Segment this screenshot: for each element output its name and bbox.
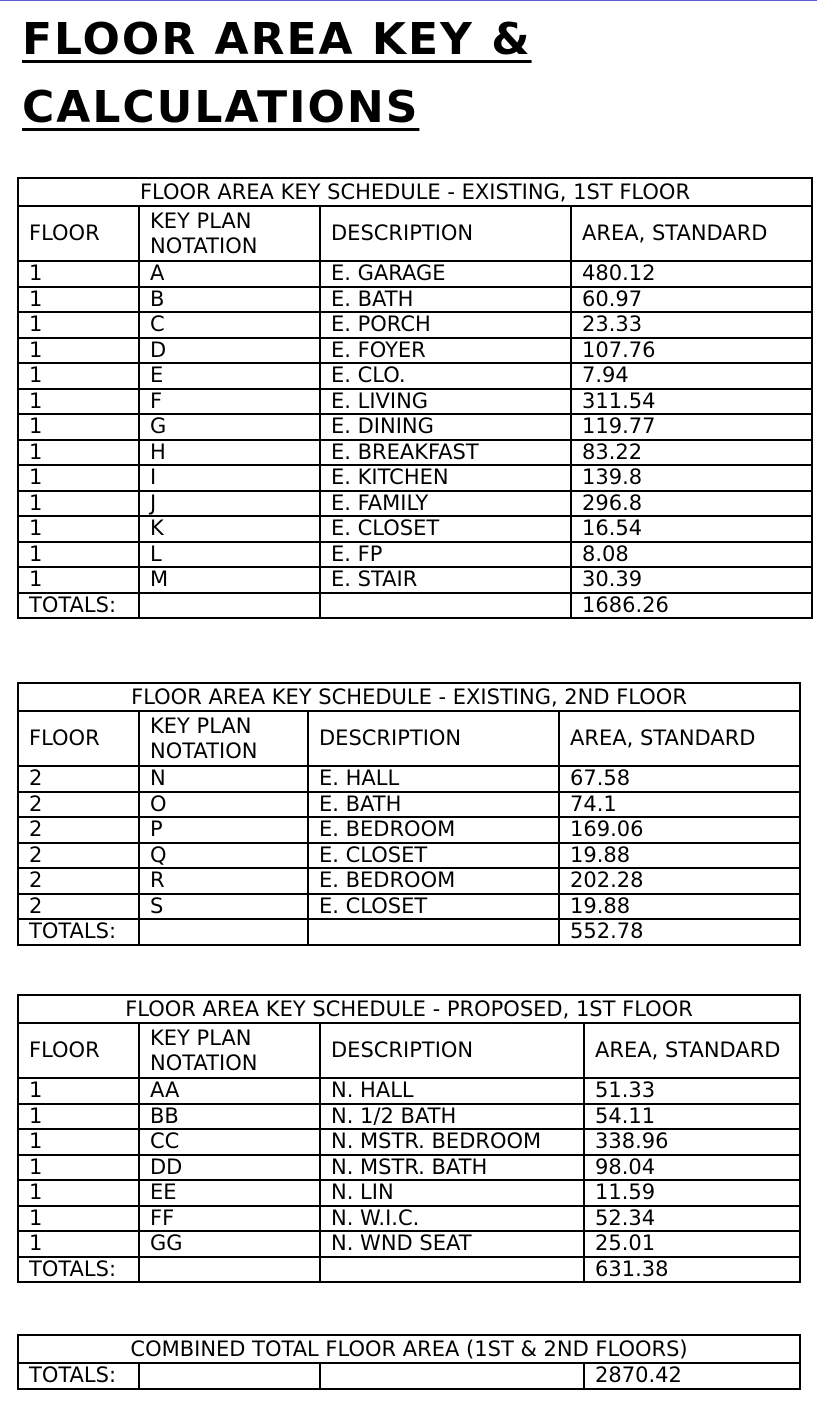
table-row — [18, 1104, 800, 1130]
cell-floor: 1 — [18, 440, 139, 466]
table-row — [18, 1078, 800, 1104]
cell-floor: 1 — [18, 1078, 139, 1104]
totals-empty-cell — [139, 1363, 320, 1389]
cell-floor: 2 — [18, 843, 139, 869]
column-header-row — [18, 1023, 800, 1078]
totals-empty-cell — [320, 1363, 584, 1389]
cell-area: 480.12 — [571, 261, 812, 287]
cell-description: E. FP — [320, 542, 571, 568]
cell-area: 11.59 — [584, 1180, 800, 1206]
schedule-caption: COMBINED TOTAL FLOOR AREA (1ST & 2ND FLOORS) — [18, 1335, 800, 1363]
cell-floor: 2 — [18, 792, 139, 818]
cell-key: GG — [139, 1231, 320, 1257]
table-row — [18, 287, 812, 313]
cell-description: E. KITCHEN — [320, 465, 571, 491]
cell-description: E. BEDROOM — [308, 817, 559, 843]
cell-description: N. WND SEAT — [320, 1231, 584, 1257]
table-row — [18, 465, 812, 491]
schedule-caption: FLOOR AREA KEY SCHEDULE - EXISTING, 2ND FLOOR — [18, 683, 800, 711]
cell-key: DD — [139, 1155, 320, 1181]
table-row — [18, 868, 800, 894]
cell-description: N. 1/2 BATH — [320, 1104, 584, 1130]
column-header-row — [18, 711, 800, 766]
cell-description: N. MSTR. BATH — [320, 1155, 584, 1181]
cell-key: L — [139, 542, 320, 568]
totals-row — [18, 919, 800, 945]
cell-key: C — [139, 312, 320, 338]
column-header-floor: FLOOR — [18, 206, 139, 261]
table-row — [18, 792, 800, 818]
cell-key: R — [139, 868, 308, 894]
top-border-line — [0, 0, 817, 1]
cell-description: E. FAMILY — [320, 491, 571, 517]
page-title-line-1: FLOOR AREA KEY & — [22, 14, 532, 65]
cell-floor: 1 — [18, 567, 139, 593]
cell-area: 311.54 — [571, 389, 812, 415]
column-header-key: KEY PLAN NOTATION — [139, 206, 320, 261]
cell-floor: 1 — [18, 363, 139, 389]
cell-description: N. LIN — [320, 1180, 584, 1206]
cell-floor: 1 — [18, 465, 139, 491]
cell-floor: 1 — [18, 516, 139, 542]
cell-floor: 2 — [18, 817, 139, 843]
cell-description: E. CLOSET — [320, 516, 571, 542]
table-row — [18, 363, 812, 389]
cell-description: E. BEDROOM — [308, 868, 559, 894]
cell-key: O — [139, 792, 308, 818]
totals-empty-cell — [320, 593, 571, 619]
page-title-line-2: CALCULATIONS — [22, 82, 420, 133]
cell-key: G — [139, 414, 320, 440]
totals-row — [18, 1363, 800, 1389]
combined-total-schedule — [17, 1334, 801, 1390]
column-header-description: DESCRIPTION — [320, 1023, 584, 1078]
table-row — [18, 312, 812, 338]
column-header-area: AREA, STANDARD — [571, 206, 812, 261]
existing-2nd-floor-schedule — [17, 682, 801, 946]
cell-floor: 1 — [18, 1206, 139, 1232]
totals-label: TOTALS: — [18, 1363, 139, 1389]
table-row — [18, 516, 812, 542]
schedule-caption: FLOOR AREA KEY SCHEDULE - EXISTING, 1ST FLOOR — [18, 178, 812, 206]
cell-key: A — [139, 261, 320, 287]
cell-key: F — [139, 389, 320, 415]
cell-area: 67.58 — [559, 766, 800, 792]
cell-description: E. LIVING — [320, 389, 571, 415]
cell-description: E. FOYER — [320, 338, 571, 364]
column-header-floor: FLOOR — [18, 1023, 139, 1078]
cell-description: E. PORCH — [320, 312, 571, 338]
table-row — [18, 389, 812, 415]
cell-area: 74.1 — [559, 792, 800, 818]
cell-floor: 1 — [18, 312, 139, 338]
totals-row — [18, 593, 812, 619]
proposed-1st-floor-schedule — [17, 994, 801, 1283]
cell-area: 19.88 — [559, 894, 800, 920]
totals-label: TOTALS: — [18, 593, 139, 619]
totals-row — [18, 1257, 800, 1283]
totals-empty-cell — [320, 1257, 584, 1283]
cell-description: E. CLOSET — [308, 843, 559, 869]
totals-value: 631.38 — [584, 1257, 800, 1283]
cell-description: E. CLOSET — [308, 894, 559, 920]
cell-area: 7.94 — [571, 363, 812, 389]
cell-key: Q — [139, 843, 308, 869]
column-header-floor: FLOOR — [18, 711, 139, 766]
table-row — [18, 843, 800, 869]
table-row — [18, 414, 812, 440]
table-row — [18, 542, 812, 568]
cell-key: N — [139, 766, 308, 792]
column-header-key: KEY PLAN NOTATION — [139, 1023, 320, 1078]
totals-empty-cell — [139, 593, 320, 619]
cell-area: 54.11 — [584, 1104, 800, 1130]
cell-area: 16.54 — [571, 516, 812, 542]
cell-key: FF — [139, 1206, 320, 1232]
cell-floor: 1 — [18, 542, 139, 568]
cell-area: 19.88 — [559, 843, 800, 869]
cell-description: E. BATH — [308, 792, 559, 818]
cell-description: E. HALL — [308, 766, 559, 792]
cell-floor: 1 — [18, 1155, 139, 1181]
totals-label: TOTALS: — [18, 919, 139, 945]
column-header-area: AREA, STANDARD — [584, 1023, 800, 1078]
cell-description: N. W.I.C. — [320, 1206, 584, 1232]
table-row — [18, 1155, 800, 1181]
totals-value: 1686.26 — [571, 593, 812, 619]
cell-area: 51.33 — [584, 1078, 800, 1104]
cell-key: H — [139, 440, 320, 466]
cell-floor: 1 — [18, 287, 139, 313]
totals-empty-cell — [308, 919, 559, 945]
cell-floor: 1 — [18, 261, 139, 287]
cell-area: 83.22 — [571, 440, 812, 466]
cell-key: D — [139, 338, 320, 364]
totals-empty-cell — [139, 1257, 320, 1283]
cell-floor: 1 — [18, 1231, 139, 1257]
cell-area: 338.96 — [584, 1129, 800, 1155]
totals-label: TOTALS: — [18, 1257, 139, 1283]
table-row — [18, 261, 812, 287]
cell-floor: 1 — [18, 389, 139, 415]
cell-key: B — [139, 287, 320, 313]
table-row — [18, 338, 812, 364]
cell-floor: 2 — [18, 766, 139, 792]
table-row — [18, 440, 812, 466]
cell-description: E. BREAKFAST — [320, 440, 571, 466]
table-row — [18, 1206, 800, 1232]
cell-floor: 1 — [18, 414, 139, 440]
cell-description: N. MSTR. BEDROOM — [320, 1129, 584, 1155]
cell-key: AA — [139, 1078, 320, 1104]
cell-description: E. STAIR — [320, 567, 571, 593]
cell-key: K — [139, 516, 320, 542]
cell-floor: 1 — [18, 1129, 139, 1155]
table-row — [18, 766, 800, 792]
cell-key: BB — [139, 1104, 320, 1130]
cell-key: P — [139, 817, 308, 843]
cell-key: J — [139, 491, 320, 517]
cell-area: 296.8 — [571, 491, 812, 517]
cell-area: 202.28 — [559, 868, 800, 894]
column-header-description: DESCRIPTION — [320, 206, 571, 261]
table-row — [18, 567, 812, 593]
cell-key: S — [139, 894, 308, 920]
cell-key: I — [139, 465, 320, 491]
cell-floor: 2 — [18, 868, 139, 894]
table-row — [18, 1180, 800, 1206]
cell-area: 98.04 — [584, 1155, 800, 1181]
cell-area: 169.06 — [559, 817, 800, 843]
cell-description: E. GARAGE — [320, 261, 571, 287]
cell-area: 119.77 — [571, 414, 812, 440]
totals-empty-cell — [139, 919, 308, 945]
schedule-caption: FLOOR AREA KEY SCHEDULE - PROPOSED, 1ST FLOOR — [18, 995, 800, 1023]
cell-area: 139.8 — [571, 465, 812, 491]
column-header-description: DESCRIPTION — [308, 711, 559, 766]
table-row — [18, 1231, 800, 1257]
cell-area: 60.97 — [571, 287, 812, 313]
cell-floor: 1 — [18, 1180, 139, 1206]
cell-floor: 1 — [18, 491, 139, 517]
cell-key: E — [139, 363, 320, 389]
table-row — [18, 1129, 800, 1155]
cell-description: E. DINING — [320, 414, 571, 440]
cell-area: 25.01 — [584, 1231, 800, 1257]
cell-description: E. CLO. — [320, 363, 571, 389]
existing-1st-floor-schedule — [17, 177, 813, 619]
cell-key: EE — [139, 1180, 320, 1206]
cell-area: 52.34 — [584, 1206, 800, 1232]
cell-key: CC — [139, 1129, 320, 1155]
cell-area: 107.76 — [571, 338, 812, 364]
column-header-area: AREA, STANDARD — [559, 711, 800, 766]
totals-value: 552.78 — [559, 919, 800, 945]
table-row — [18, 894, 800, 920]
cell-floor: 1 — [18, 1104, 139, 1130]
totals-value: 2870.42 — [584, 1363, 800, 1389]
cell-description: E. BATH — [320, 287, 571, 313]
cell-key: M — [139, 567, 320, 593]
cell-floor: 2 — [18, 894, 139, 920]
column-header-row — [18, 206, 812, 261]
table-row — [18, 817, 800, 843]
column-header-key: KEY PLAN NOTATION — [139, 711, 308, 766]
cell-area: 8.08 — [571, 542, 812, 568]
cell-description: N. HALL — [320, 1078, 584, 1104]
cell-area: 23.33 — [571, 312, 812, 338]
cell-area: 30.39 — [571, 567, 812, 593]
table-row — [18, 491, 812, 517]
cell-floor: 1 — [18, 338, 139, 364]
